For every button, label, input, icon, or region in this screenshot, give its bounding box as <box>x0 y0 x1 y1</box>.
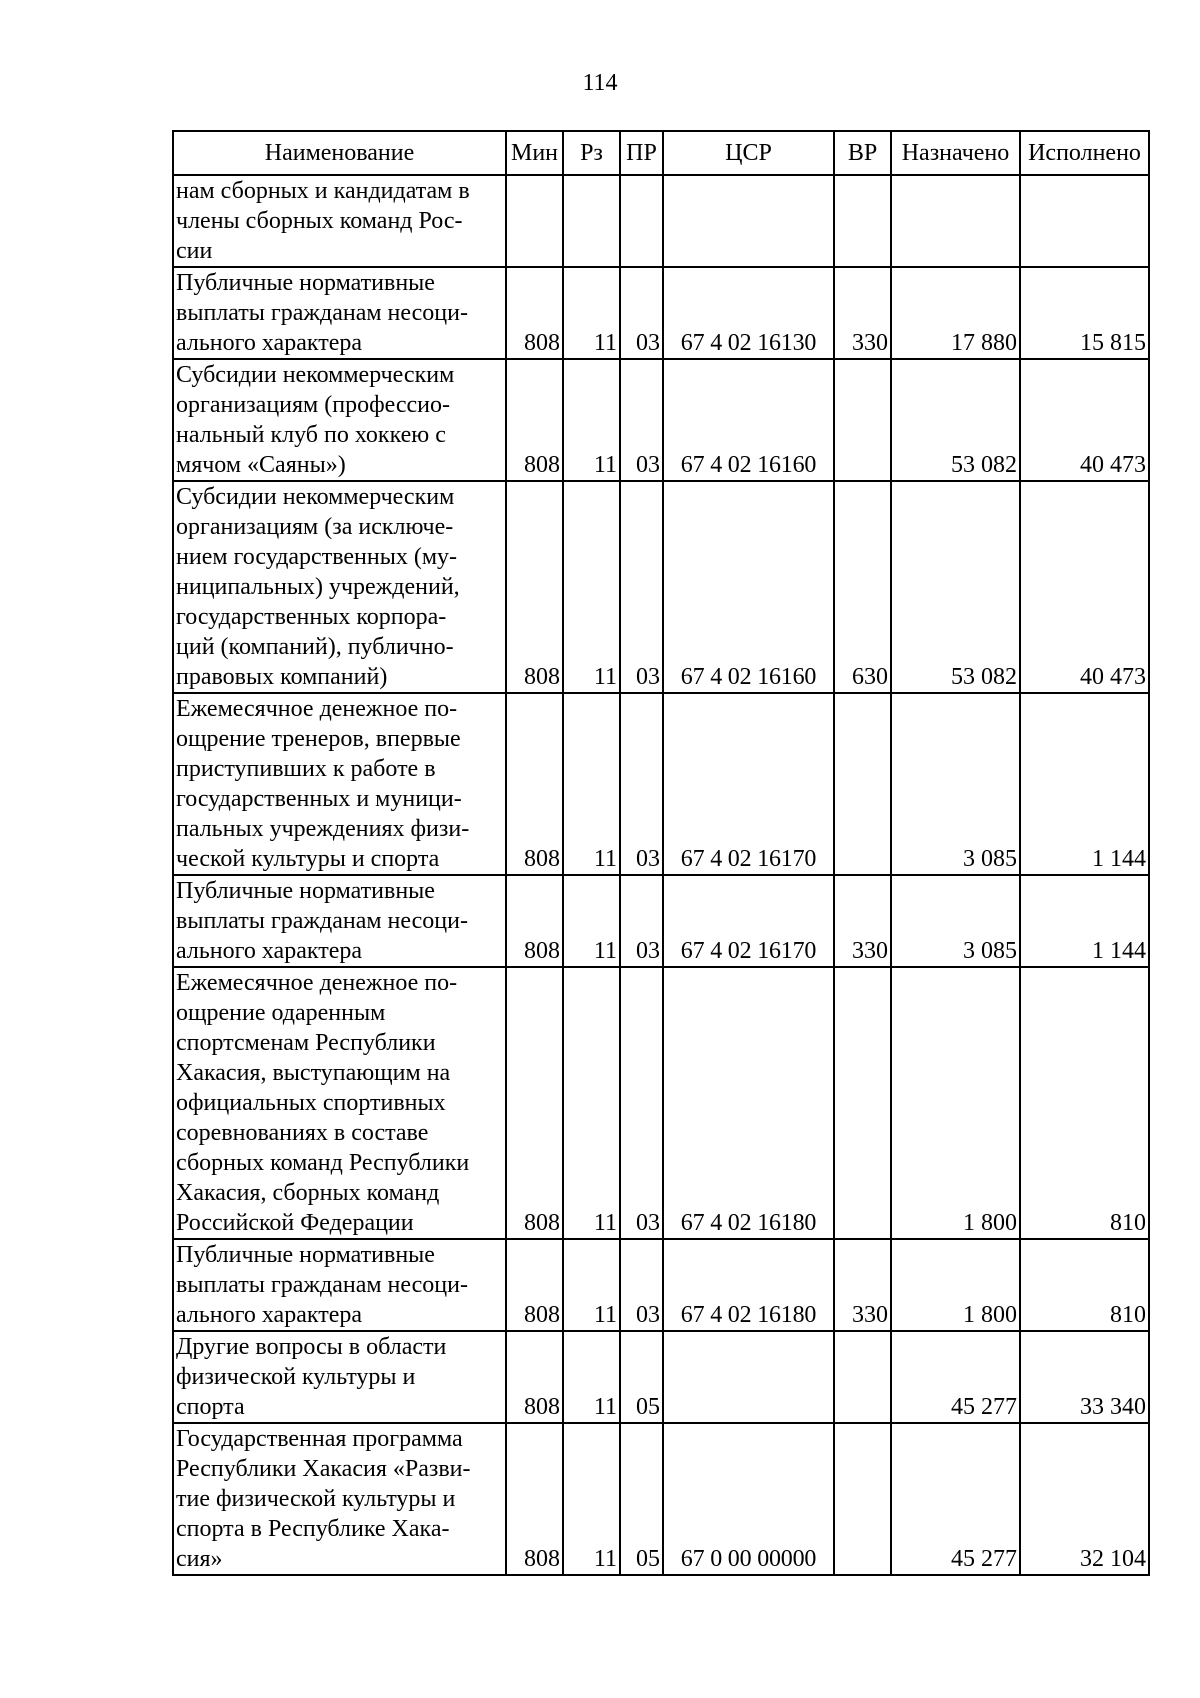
row-executed: 810 <box>1020 1239 1149 1331</box>
row-executed: 40 473 <box>1020 481 1149 693</box>
row-name: Субсидии некоммерческим организациям (профессио- нальный клуб по хоккею с мячом «Саяны») <box>173 359 506 481</box>
row-rz <box>563 175 620 267</box>
table-row <box>173 175 1149 267</box>
row-vr: 330 <box>834 267 891 359</box>
row-executed: 33 340 <box>1020 1331 1149 1423</box>
row-executed: 15 815 <box>1020 267 1149 359</box>
page-number: 114 <box>582 70 618 96</box>
header-vr: ВР <box>834 131 891 175</box>
row-rz: 11 <box>563 1423 620 1575</box>
row-name: Субсидии некоммерческим организациям (за исключе- нием государственных (му- ниципальных) учреждений, государственных корпора- ций (компаний), публично- правовых компаний) <box>173 481 506 693</box>
row-executed <box>1020 175 1149 267</box>
row-pr: 03 <box>620 967 663 1239</box>
row-min: 808 <box>506 967 563 1239</box>
header-name: Наименование <box>173 131 506 175</box>
row-name: Государственная программа Республики Хакасия «Разви- тие физической культуры и спорта в Республике Хака- сия» <box>173 1423 506 1575</box>
row-vr <box>834 693 891 875</box>
row-csr: 67 4 02 16180 <box>663 967 834 1239</box>
table-row <box>173 693 1149 875</box>
row-rz: 11 <box>563 359 620 481</box>
table-row <box>173 967 1149 1239</box>
row-pr: 03 <box>620 875 663 967</box>
row-assigned: 1 800 <box>891 1239 1020 1331</box>
row-name: Ежемесячное денежное по- ощрение одаренным спортсменам Республики Хакасия, выступающим на официальных спортивных соревнованиях в составе сборных команд Республики Хакасия, сборных команд Российской Федерации <box>173 967 506 1239</box>
row-name: Публичные нормативные выплаты гражданам несоци- ального характера <box>173 1239 506 1331</box>
row-assigned: 17 880 <box>891 267 1020 359</box>
row-vr <box>834 967 891 1239</box>
row-assigned: 53 082 <box>891 359 1020 481</box>
row-pr: 05 <box>620 1423 663 1575</box>
budget-table <box>172 130 1150 1576</box>
row-vr <box>834 1331 891 1423</box>
table-header-row <box>173 131 1149 175</box>
header-pr: ПР <box>620 131 663 175</box>
row-csr: 67 4 02 16130 <box>663 267 834 359</box>
row-pr: 03 <box>620 693 663 875</box>
row-csr: 67 0 00 00000 <box>663 1423 834 1575</box>
header-rz: Рз <box>563 131 620 175</box>
header-min: Мин <box>506 131 563 175</box>
row-vr <box>834 359 891 481</box>
row-rz: 11 <box>563 1331 620 1423</box>
row-name: нам сборных и кандидатам в члены сборных команд Рос- сии <box>173 175 506 267</box>
row-rz: 11 <box>563 267 620 359</box>
row-min: 808 <box>506 875 563 967</box>
row-assigned: 3 085 <box>891 693 1020 875</box>
row-min: 808 <box>506 481 563 693</box>
row-min: 808 <box>506 359 563 481</box>
table-row <box>173 1331 1149 1423</box>
table-row <box>173 359 1149 481</box>
table-row <box>173 1423 1149 1575</box>
row-assigned: 53 082 <box>891 481 1020 693</box>
row-name: Публичные нормативные выплаты гражданам несоци- ального характера <box>173 875 506 967</box>
row-csr: 67 4 02 16170 <box>663 693 834 875</box>
table-row <box>173 875 1149 967</box>
row-csr: 67 4 02 16170 <box>663 875 834 967</box>
row-csr <box>663 1331 834 1423</box>
row-vr <box>834 1423 891 1575</box>
row-assigned: 1 800 <box>891 967 1020 1239</box>
header-assigned: Назначено <box>891 131 1020 175</box>
header-csr: ЦСР <box>663 131 834 175</box>
row-executed: 32 104 <box>1020 1423 1149 1575</box>
row-min: 808 <box>506 1239 563 1331</box>
row-name: Ежемесячное денежное по- ощрение тренеров, впервые приступивших к работе в государственных и муници- пальных учреждениях физи- ческой культуры и спорта <box>173 693 506 875</box>
table-row <box>173 481 1149 693</box>
row-vr <box>834 175 891 267</box>
row-min <box>506 175 563 267</box>
row-assigned <box>891 175 1020 267</box>
row-executed: 1 144 <box>1020 875 1149 967</box>
row-assigned: 3 085 <box>891 875 1020 967</box>
row-pr <box>620 175 663 267</box>
table-row <box>173 1239 1149 1331</box>
row-rz: 11 <box>563 1239 620 1331</box>
row-executed: 40 473 <box>1020 359 1149 481</box>
table-row <box>173 267 1149 359</box>
row-vr: 330 <box>834 1239 891 1331</box>
row-min: 808 <box>506 693 563 875</box>
row-pr: 03 <box>620 359 663 481</box>
row-name: Публичные нормативные выплаты гражданам несоци- ального характера <box>173 267 506 359</box>
row-executed: 1 144 <box>1020 693 1149 875</box>
row-rz: 11 <box>563 693 620 875</box>
row-assigned: 45 277 <box>891 1331 1020 1423</box>
row-pr: 03 <box>620 481 663 693</box>
row-min: 808 <box>506 267 563 359</box>
row-csr: 67 4 02 16180 <box>663 1239 834 1331</box>
row-csr: 67 4 02 16160 <box>663 359 834 481</box>
row-rz: 11 <box>563 875 620 967</box>
row-name: Другие вопросы в области физической культуры и спорта <box>173 1331 506 1423</box>
row-pr: 05 <box>620 1331 663 1423</box>
row-vr: 630 <box>834 481 891 693</box>
row-csr <box>663 175 834 267</box>
row-rz: 11 <box>563 481 620 693</box>
row-min: 808 <box>506 1423 563 1575</box>
row-pr: 03 <box>620 267 663 359</box>
row-csr: 67 4 02 16160 <box>663 481 834 693</box>
row-assigned: 45 277 <box>891 1423 1020 1575</box>
row-rz: 11 <box>563 967 620 1239</box>
row-min: 808 <box>506 1331 563 1423</box>
row-executed: 810 <box>1020 967 1149 1239</box>
header-executed: Исполнено <box>1020 131 1149 175</box>
row-vr: 330 <box>834 875 891 967</box>
row-pr: 03 <box>620 1239 663 1331</box>
